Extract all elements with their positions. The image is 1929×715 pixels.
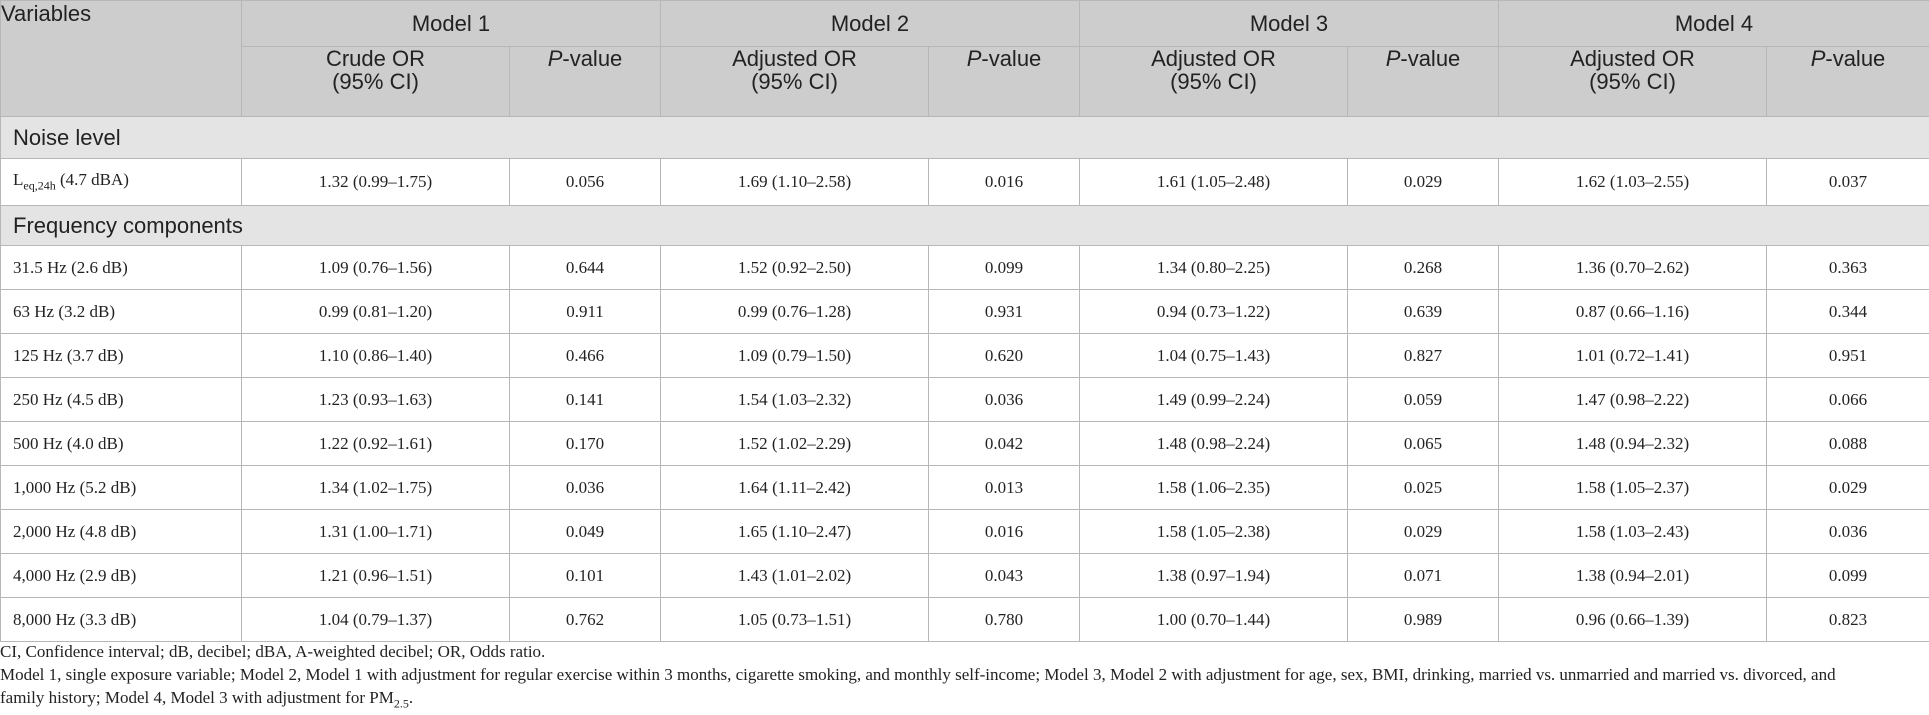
or-cell: 1.52 (0.92–2.50) (661, 246, 929, 290)
table-footnotes (0, 640, 1929, 715)
p-header-rest: -value (981, 46, 1041, 71)
row-label: 4,000 Hz (2.9 dB) (1, 554, 242, 598)
or-cell: 1.10 (0.86–1.40) (242, 334, 510, 378)
or-cell: 1.38 (0.94–2.01) (1499, 554, 1767, 598)
p-value-header-model-3 (1348, 47, 1499, 117)
table-row (1, 598, 1929, 642)
footnote-abbreviations: CI, Confidence interval; dB, decibel; dBA, A-weighted decibel; OR, Odds ratio. (0, 640, 1929, 663)
or-cell: 0.96 (0.66–1.39) (1499, 598, 1767, 642)
or-cell: 1.05 (0.73–1.51) (661, 598, 929, 642)
p-value-cell: 0.029 (1767, 466, 1929, 510)
section-title: Frequency components (1, 206, 1929, 246)
table-row (1, 378, 1929, 422)
row-label: 1,000 Hz (5.2 dB) (1, 466, 242, 510)
footnote-line3-text: family history; Model 4, Model 3 with adjustment for PM (0, 688, 394, 707)
row-label (1, 159, 242, 206)
p-value-cell: 0.170 (510, 422, 661, 466)
or-cell: 1.58 (1.05–2.38) (1080, 510, 1348, 554)
p-value-cell: 0.363 (1767, 246, 1929, 290)
table-row (1, 246, 1929, 290)
or-cell: 1.58 (1.06–2.35) (1080, 466, 1348, 510)
p-value-cell: 0.620 (929, 334, 1080, 378)
or-cell: 1.65 (1.10–2.47) (661, 510, 929, 554)
p-value-cell: 0.101 (510, 554, 661, 598)
p-header-rest: -value (562, 46, 622, 71)
p-value-header-model-1 (510, 47, 661, 117)
or-cell: 1.31 (1.00–1.71) (242, 510, 510, 554)
p-value-cell: 0.466 (510, 334, 661, 378)
p-value-cell: 0.780 (929, 598, 1080, 642)
row-label-rest: (4.7 dBA) (56, 170, 129, 189)
or-cell: 1.52 (1.02–2.29) (661, 422, 929, 466)
model-2-header: Model 2 (661, 1, 1080, 47)
p-value-cell: 0.013 (929, 466, 1080, 510)
or-cell: 1.09 (0.79–1.50) (661, 334, 929, 378)
or-cell: 1.47 (0.98–2.22) (1499, 378, 1767, 422)
or-header-line1: Adjusted OR (732, 46, 857, 71)
row-label: 125 Hz (3.7 dB) (1, 334, 242, 378)
table-row (1, 290, 1929, 334)
row-label: 63 Hz (3.2 dB) (1, 290, 242, 334)
p-value-cell: 0.088 (1767, 422, 1929, 466)
or-header-model-4 (1499, 47, 1767, 117)
footnote-line3-end: . (409, 688, 413, 707)
or-cell: 1.54 (1.03–2.32) (661, 378, 929, 422)
or-header-line2: (95% CI) (751, 69, 838, 94)
or-cell: 0.99 (0.76–1.28) (661, 290, 929, 334)
p-header-italic: P (1386, 46, 1401, 71)
p-value-cell: 0.065 (1348, 422, 1499, 466)
row-label: 8,000 Hz (3.3 dB) (1, 598, 242, 642)
p-value-cell: 0.029 (1348, 510, 1499, 554)
or-cell: 1.34 (1.02–1.75) (242, 466, 510, 510)
or-cell: 1.38 (0.97–1.94) (1080, 554, 1348, 598)
or-header-model-3 (1080, 47, 1348, 117)
or-cell: 1.21 (0.96–1.51) (242, 554, 510, 598)
p-value-cell: 0.066 (1767, 378, 1929, 422)
or-cell: 1.34 (0.80–2.25) (1080, 246, 1348, 290)
row-label-main: L (13, 170, 23, 189)
p-value-cell: 0.025 (1348, 466, 1499, 510)
or-cell: 1.48 (0.98–2.24) (1080, 422, 1348, 466)
section-title: Noise level (1, 117, 1929, 159)
footnote-models: Model 1, single exposure variable; Model 2, Model 1 with adjustment for regular exercise within 3 months, cigarette smoking, and monthly self-income; Model 3, Model 2 with adjustment for age, sex, BMI, drinking, married vs. unmarried and married vs. divorced, and (0, 663, 1929, 686)
row-label-subscript: eq,24h (23, 179, 55, 193)
or-cell: 1.04 (0.79–1.37) (242, 598, 510, 642)
p-header-rest: -value (1400, 46, 1460, 71)
or-header-line2: (95% CI) (1589, 69, 1676, 94)
p-value-cell: 0.036 (1767, 510, 1929, 554)
or-cell: 1.58 (1.05–2.37) (1499, 466, 1767, 510)
or-header-model-2 (661, 47, 929, 117)
p-value-cell: 0.823 (1767, 598, 1929, 642)
or-cell: 1.61 (1.05–2.48) (1080, 159, 1348, 206)
or-cell: 1.43 (1.01–2.02) (661, 554, 929, 598)
p-value-cell: 0.099 (929, 246, 1080, 290)
row-label: 500 Hz (4.0 dB) (1, 422, 242, 466)
table-row (1, 466, 1929, 510)
or-cell: 1.01 (0.72–1.41) (1499, 334, 1767, 378)
p-value-cell: 0.762 (510, 598, 661, 642)
p-value-cell: 0.049 (510, 510, 661, 554)
p-value-cell: 0.644 (510, 246, 661, 290)
or-cell: 1.69 (1.10–2.58) (661, 159, 929, 206)
variables-header: Variables (1, 1, 242, 117)
row-label: 250 Hz (4.5 dB) (1, 378, 242, 422)
p-value-cell: 0.099 (1767, 554, 1929, 598)
or-cell: 1.48 (0.94–2.32) (1499, 422, 1767, 466)
or-header-line2: (95% CI) (1170, 69, 1257, 94)
p-value-cell: 0.036 (929, 378, 1080, 422)
row-label: 2,000 Hz (4.8 dB) (1, 510, 242, 554)
p-value-cell: 0.911 (510, 290, 661, 334)
footnote-models-cont (0, 686, 1929, 715)
table-row (1, 422, 1929, 466)
or-cell: 0.87 (0.66–1.16) (1499, 290, 1767, 334)
p-value-cell: 0.016 (929, 159, 1080, 206)
or-cell: 1.58 (1.03–2.43) (1499, 510, 1767, 554)
table-row (1, 510, 1929, 554)
p-value-cell: 0.037 (1767, 159, 1929, 206)
or-cell: 1.00 (0.70–1.44) (1080, 598, 1348, 642)
or-cell: 1.62 (1.03–2.55) (1499, 159, 1767, 206)
p-value-cell: 0.931 (929, 290, 1080, 334)
p-value-header-model-2 (929, 47, 1080, 117)
section-row (1, 117, 1929, 159)
or-cell: 1.22 (0.92–1.61) (242, 422, 510, 466)
or-header-line1: Adjusted OR (1151, 46, 1276, 71)
p-value-cell: 0.042 (929, 422, 1080, 466)
p-header-italic: P (967, 46, 982, 71)
p-header-italic: P (1811, 46, 1826, 71)
p-value-cell: 0.036 (510, 466, 661, 510)
or-cell: 0.94 (0.73–1.22) (1080, 290, 1348, 334)
p-value-cell: 0.951 (1767, 334, 1929, 378)
p-value-cell: 0.989 (1348, 598, 1499, 642)
table-row (1, 334, 1929, 378)
p-value-header-model-4 (1767, 47, 1929, 117)
model-1-header: Model 1 (242, 1, 661, 47)
section-row (1, 206, 1929, 246)
model-4-header: Model 4 (1499, 1, 1929, 47)
model-3-header: Model 3 (1080, 1, 1499, 47)
p-value-cell: 0.827 (1348, 334, 1499, 378)
p-value-cell: 0.639 (1348, 290, 1499, 334)
p-header-italic: P (548, 46, 563, 71)
or-cell: 1.36 (0.70–2.62) (1499, 246, 1767, 290)
row-label: 31.5 Hz (2.6 dB) (1, 246, 242, 290)
table-body (1, 117, 1929, 642)
or-cell: 1.23 (0.93–1.63) (242, 378, 510, 422)
or-cell: 1.04 (0.75–1.43) (1080, 334, 1348, 378)
p-value-cell: 0.141 (510, 378, 661, 422)
or-header-model-1 (242, 47, 510, 117)
or-cell: 0.99 (0.81–1.20) (242, 290, 510, 334)
or-cell: 1.32 (0.99–1.75) (242, 159, 510, 206)
p-value-cell: 0.016 (929, 510, 1080, 554)
or-header-line1: Crude OR (326, 46, 425, 71)
table-row (1, 159, 1929, 206)
or-header-line1: Adjusted OR (1570, 46, 1695, 71)
p-value-cell: 0.043 (929, 554, 1080, 598)
table-row (1, 554, 1929, 598)
or-cell: 1.64 (1.11–2.42) (661, 466, 929, 510)
pm-subscript: 2.5 (394, 696, 409, 710)
p-value-cell: 0.268 (1348, 246, 1499, 290)
p-value-cell: 0.029 (1348, 159, 1499, 206)
or-header-line2: (95% CI) (332, 69, 419, 94)
or-cell: 1.09 (0.76–1.56) (242, 246, 510, 290)
p-header-rest: -value (1825, 46, 1885, 71)
p-value-cell: 0.056 (510, 159, 661, 206)
p-value-cell: 0.059 (1348, 378, 1499, 422)
or-cell: 1.49 (0.99–2.24) (1080, 378, 1348, 422)
p-value-cell: 0.344 (1767, 290, 1929, 334)
p-value-cell: 0.071 (1348, 554, 1499, 598)
